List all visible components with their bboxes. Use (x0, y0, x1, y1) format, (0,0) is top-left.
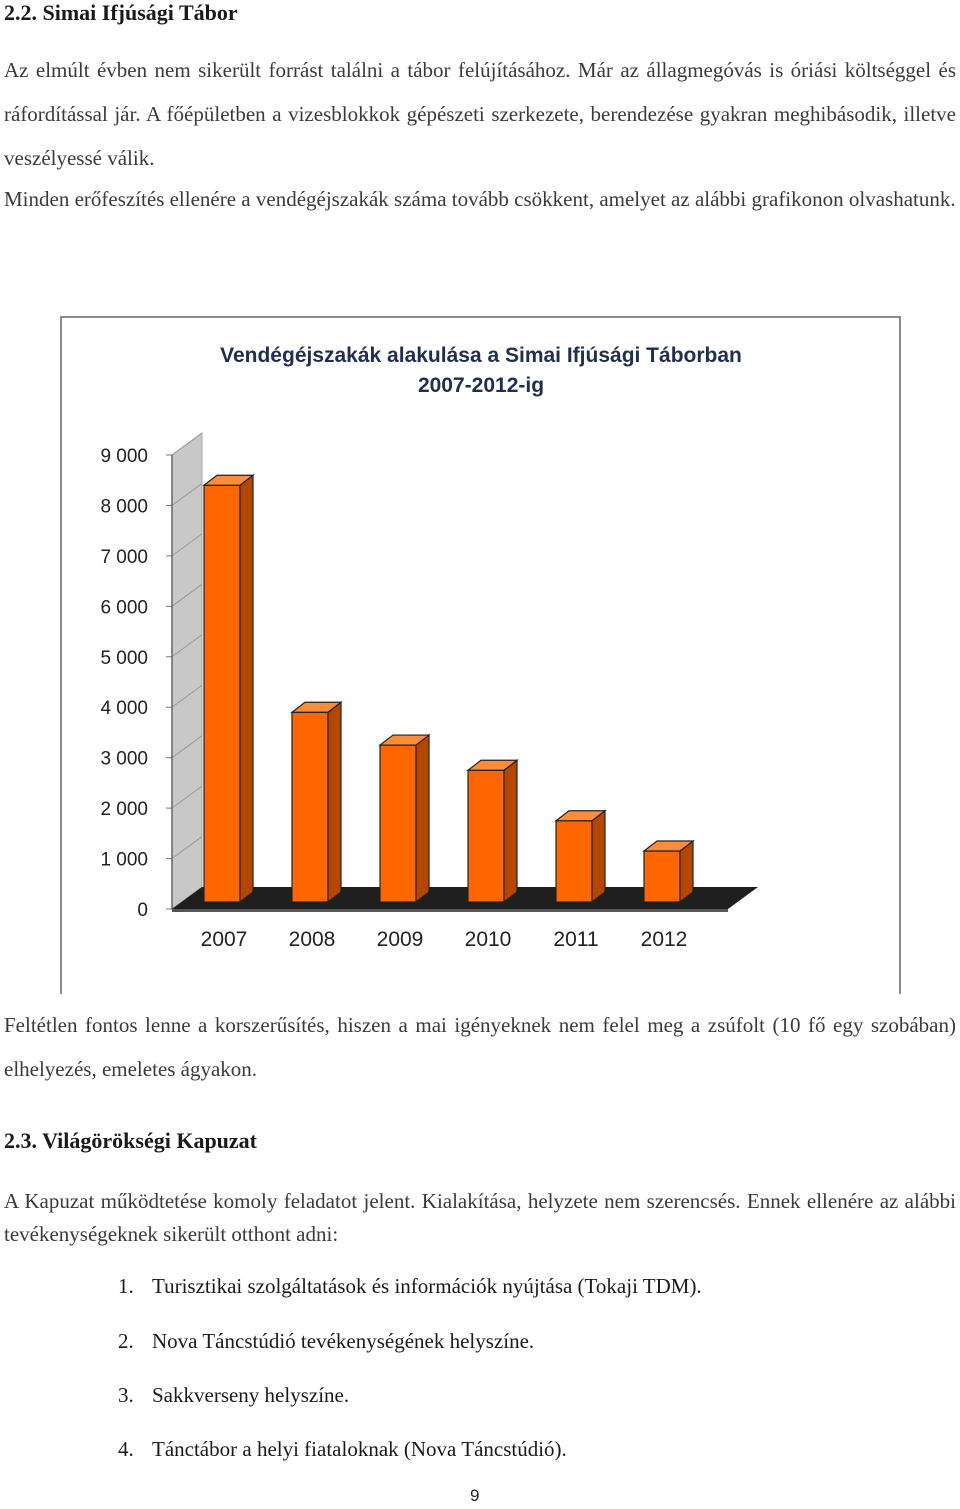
list-item: 3. Sakkverseny helyszíne. (118, 1383, 350, 1407)
bar-2008 (292, 712, 328, 902)
bar-2011 (556, 821, 592, 902)
chart-title: Vendégéjszakák alakulása a Simai Ifjúsági Táborban (220, 344, 742, 367)
y-tick-label: 4 000 (100, 698, 148, 720)
bar-side-2007 (240, 475, 253, 902)
bar-side-2010 (504, 760, 517, 902)
list-item: 4. Tánctábor a helyi fiataloknak (Nova Táncstúdió). (118, 1437, 567, 1461)
section-title-simai: 2.2. Simai Ifjúsági Tábor (4, 0, 238, 25)
y-tick-label: 7 000 (100, 546, 148, 568)
bar-2012 (644, 851, 680, 902)
paragraph-kapuzat: A Kapuzat működtetése komoly feladatot jelent. Kialakítása, helyzete nem szerencsés. Ennek ellenére az alábbi tevékenységeknek sikerült otthont adni: (4, 1189, 956, 1246)
chart-floor-edge (172, 909, 728, 912)
y-tick-label: 1 000 (100, 849, 148, 871)
bar-side-2009 (416, 735, 429, 902)
list-item: 2. Nova Táncstúdió tevékenységének helyszíne. (118, 1329, 535, 1353)
bar-side-2011 (592, 811, 605, 902)
y-tick-label: 6 000 (100, 597, 148, 619)
y-tick-label: 9 000 (100, 446, 148, 467)
bar-2007 (204, 485, 240, 902)
x-tick-label: 2007 (200, 928, 248, 951)
y-tick-label: 2 000 (100, 799, 148, 821)
bar-2009 (380, 745, 416, 902)
paragraph-chart-intro: Minden erőfeszítés ellenére a vendégéjszakák száma tovább csökkent, amelyet az alábbi grafikonon olvashatunk. (4, 187, 956, 211)
x-tick-label: 2011 (553, 928, 599, 951)
section-title-kapuzat: 2.3. Világörökségi Kapuzat (4, 1128, 258, 1153)
bar-2010 (468, 770, 504, 902)
y-tick-label: 8 000 (100, 496, 148, 518)
chart-subtitle: 2007-2012-ig (417, 374, 545, 397)
y-tick-label: 3 000 (100, 748, 148, 770)
y-tick-label: 5 000 (100, 647, 148, 669)
paragraph-modernization: Feltétlen fontos lenne a korszerűsítés, hiszen a mai igényeknek nem felel meg a zsúfolt (10 fő egy szobában) elhelyezés, emeletes ágyakon. (4, 1013, 956, 1081)
bar-side-2008 (328, 702, 341, 902)
bar-chart (62, 318, 903, 996)
chart-frame (60, 316, 901, 994)
y-tick-label: 0 (137, 900, 148, 921)
chart-left-wall (172, 433, 202, 909)
page-number: 9 (470, 1486, 480, 1505)
x-tick-label: 2008 (288, 928, 336, 951)
paragraph-intro: Az elmúlt évben nem sikerült forrást találni a tábor felújításához. Már az állagmegóvás is óriási költséggel és ráfordítással jár. A főépületben a vizesblokkok gépészeti szerkezete, berendezése gyakran meghibásodik, illetve veszélyessé válik. (4, 58, 956, 170)
x-tick-label: 2012 (640, 928, 688, 951)
x-tick-label: 2010 (464, 928, 512, 951)
list-item: 1. Turisztikai szolgáltatások és információk nyújtása (Tokaji TDM). (118, 1274, 702, 1298)
x-tick-label: 2009 (376, 928, 424, 951)
